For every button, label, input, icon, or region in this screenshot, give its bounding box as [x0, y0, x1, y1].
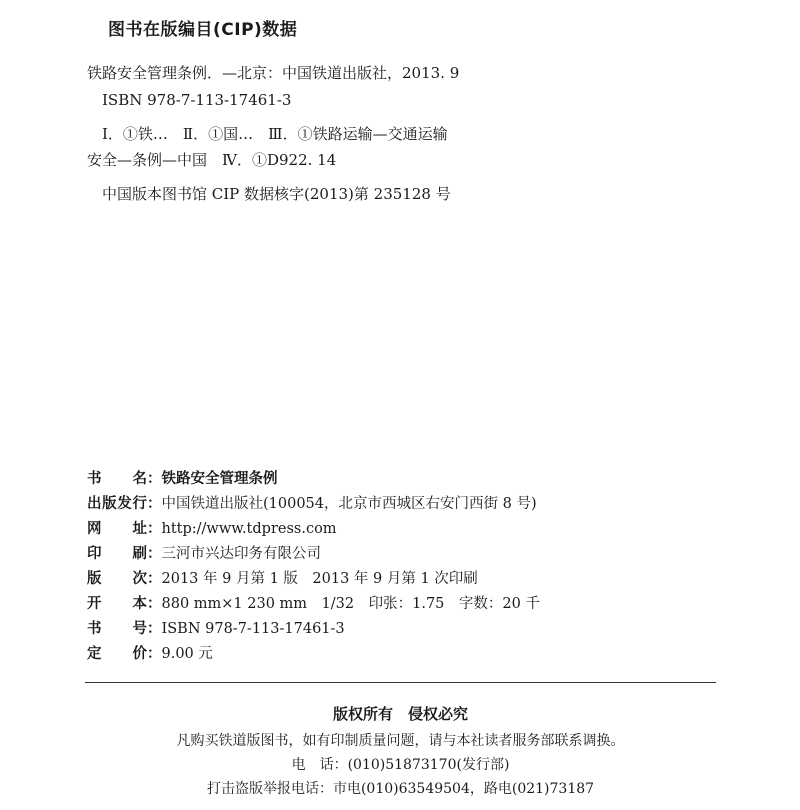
info-label: 网 址 [87, 521, 147, 537]
cip-line-record-number: 中国版本图书馆 CIP 数据核字(2013)第 235128 号 [102, 185, 451, 203]
info-row-isbn: 书 号 ： ISBN 978-7-113-17461-3 [87, 620, 345, 637]
cip-line-subjects: Ⅰ．①铁… Ⅱ．①国… Ⅲ．①铁路运输—交通运输 [102, 125, 448, 143]
info-label: 版 次 [87, 571, 147, 587]
return-policy-text: 凡购买铁道版图书，如有印制质量问题，请与本社读者服务部联系调换。 [176, 733, 625, 749]
info-row-title: 书 名 ： 铁路安全管理条例 [87, 470, 278, 487]
info-value: 2013 年 9 月第 1 版 2013 年 9 月第 1 次印刷 [161, 571, 478, 587]
info-row-price: 定 价 ： 9.00 元 [87, 645, 213, 662]
anti-piracy-text: 打击盗版举报电话：市电(010)63549504，路电(021)73187 [206, 781, 595, 797]
info-value: 中国铁道出版社(100054，北京市西城区右安门西街 8 号) [161, 496, 537, 512]
info-value: 9.00 元 [161, 646, 213, 662]
info-row-website: 网 址 ： http://www.tdpress.com [87, 520, 337, 537]
info-row-edition: 版 次 ： 2013 年 9 月第 1 版 2013 年 9 月第 1 次印刷 [87, 570, 478, 587]
info-value: 880 mm×1 230 mm 1/32 印张：1.75 字数：20 千 [161, 596, 540, 612]
info-label: 出版发行 [87, 496, 147, 512]
info-label: 书 名 [87, 471, 147, 487]
cip-line-subjects-cont: 安全—条例—中国 Ⅳ．①D922. 14 [87, 151, 337, 169]
info-label: 印 刷 [87, 546, 147, 562]
publication-info [87, 469, 727, 669]
cip-line-isbn: ISBN 978-7-113-17461-3 [102, 91, 292, 109]
info-value: 三河市兴达印务有限公司 [161, 546, 321, 562]
info-label: 开 本 [87, 596, 147, 612]
copyright-notice: 版权所有 侵权必究 [332, 705, 468, 723]
divider [85, 682, 716, 683]
website-link[interactable]: http://www.tdpress.com [161, 521, 337, 537]
info-value: ISBN 978-7-113-17461-3 [161, 621, 345, 637]
info-row-publisher: 出版发行 ： 中国铁道出版社(100054，北京市西城区右安门西街 8 号) [87, 495, 537, 512]
info-row-format: 开 本 ： 880 mm×1 230 mm 1/32 印张：1.75 字数：20 千 [87, 595, 540, 612]
info-label: 定 价 [87, 646, 147, 662]
info-label: 书 号 [87, 621, 147, 637]
info-value: 铁路安全管理条例 [161, 471, 278, 487]
cip-title: 图书在版编目(CIP)数据 [108, 20, 298, 40]
phone-text: 电 话：(010)51873170(发行部) [291, 757, 510, 773]
cip-line-bibliographic: 铁路安全管理条例．—北京：中国铁道出版社，2013. 9 [87, 64, 460, 82]
info-row-printer: 印 刷 ： 三河市兴达印务有限公司 [87, 545, 321, 562]
